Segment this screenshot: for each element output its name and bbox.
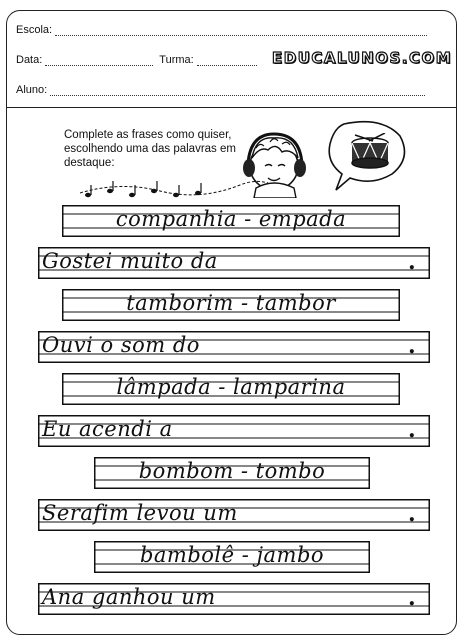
sentence-end-4: . [408,501,416,527]
sentence-text-5: Ana ganhou um [42,585,216,609]
sentence-text-1: Gostei muito da [42,249,218,273]
sentence-text-2: Ouvi o som do [42,333,200,357]
data-field[interactable] [45,55,153,66]
options-line-5 [94,541,370,573]
options-line-2 [62,289,400,321]
sentence-line-5[interactable] [38,583,430,615]
escola-row [16,24,427,36]
sentence-line-1[interactable] [38,247,430,279]
music-notes-icon [80,175,270,205]
sentence-end-5: . [408,585,416,611]
sentence-end-3: . [408,417,416,443]
turma-field[interactable] [197,55,257,66]
aluno-field[interactable] [50,85,425,96]
data-label: Data: [16,54,43,66]
data-row [16,54,257,66]
options-text-5: bambolê - jambo [139,543,325,567]
options-text-4: bombom - tombo [138,459,326,483]
sentence-line-3[interactable] [38,415,430,447]
sentence-end-1: . [408,249,416,275]
options-text-1: companhia - empada [115,207,347,231]
escola-field[interactable] [55,25,427,36]
instruction-text: Complete as frases como quiser, escolhendo uma das palavras em destaque: [64,129,236,169]
sentence-end-2: . [408,333,416,359]
options-text-2: tamborim - tambor [126,291,336,315]
options-line-1 [62,205,400,237]
options-line-3 [62,373,400,405]
options-text-3: lâmpada - lamparina [116,375,346,399]
options-line-4 [94,457,370,489]
turma-label: Turma: [159,54,194,66]
sentence-line-4[interactable] [38,499,430,531]
aluno-row [16,84,425,96]
sentence-text-4: Serafim levou um [42,501,238,525]
escola-label: Escola: [16,24,53,36]
drum-icon [345,133,395,173]
sentence-line-2[interactable] [38,331,430,363]
sentence-text-3: Eu acendi a [42,417,173,441]
aluno-label: Aluno: [16,84,48,96]
brand-logo: EDUCALUNOS.COM [272,49,453,67]
